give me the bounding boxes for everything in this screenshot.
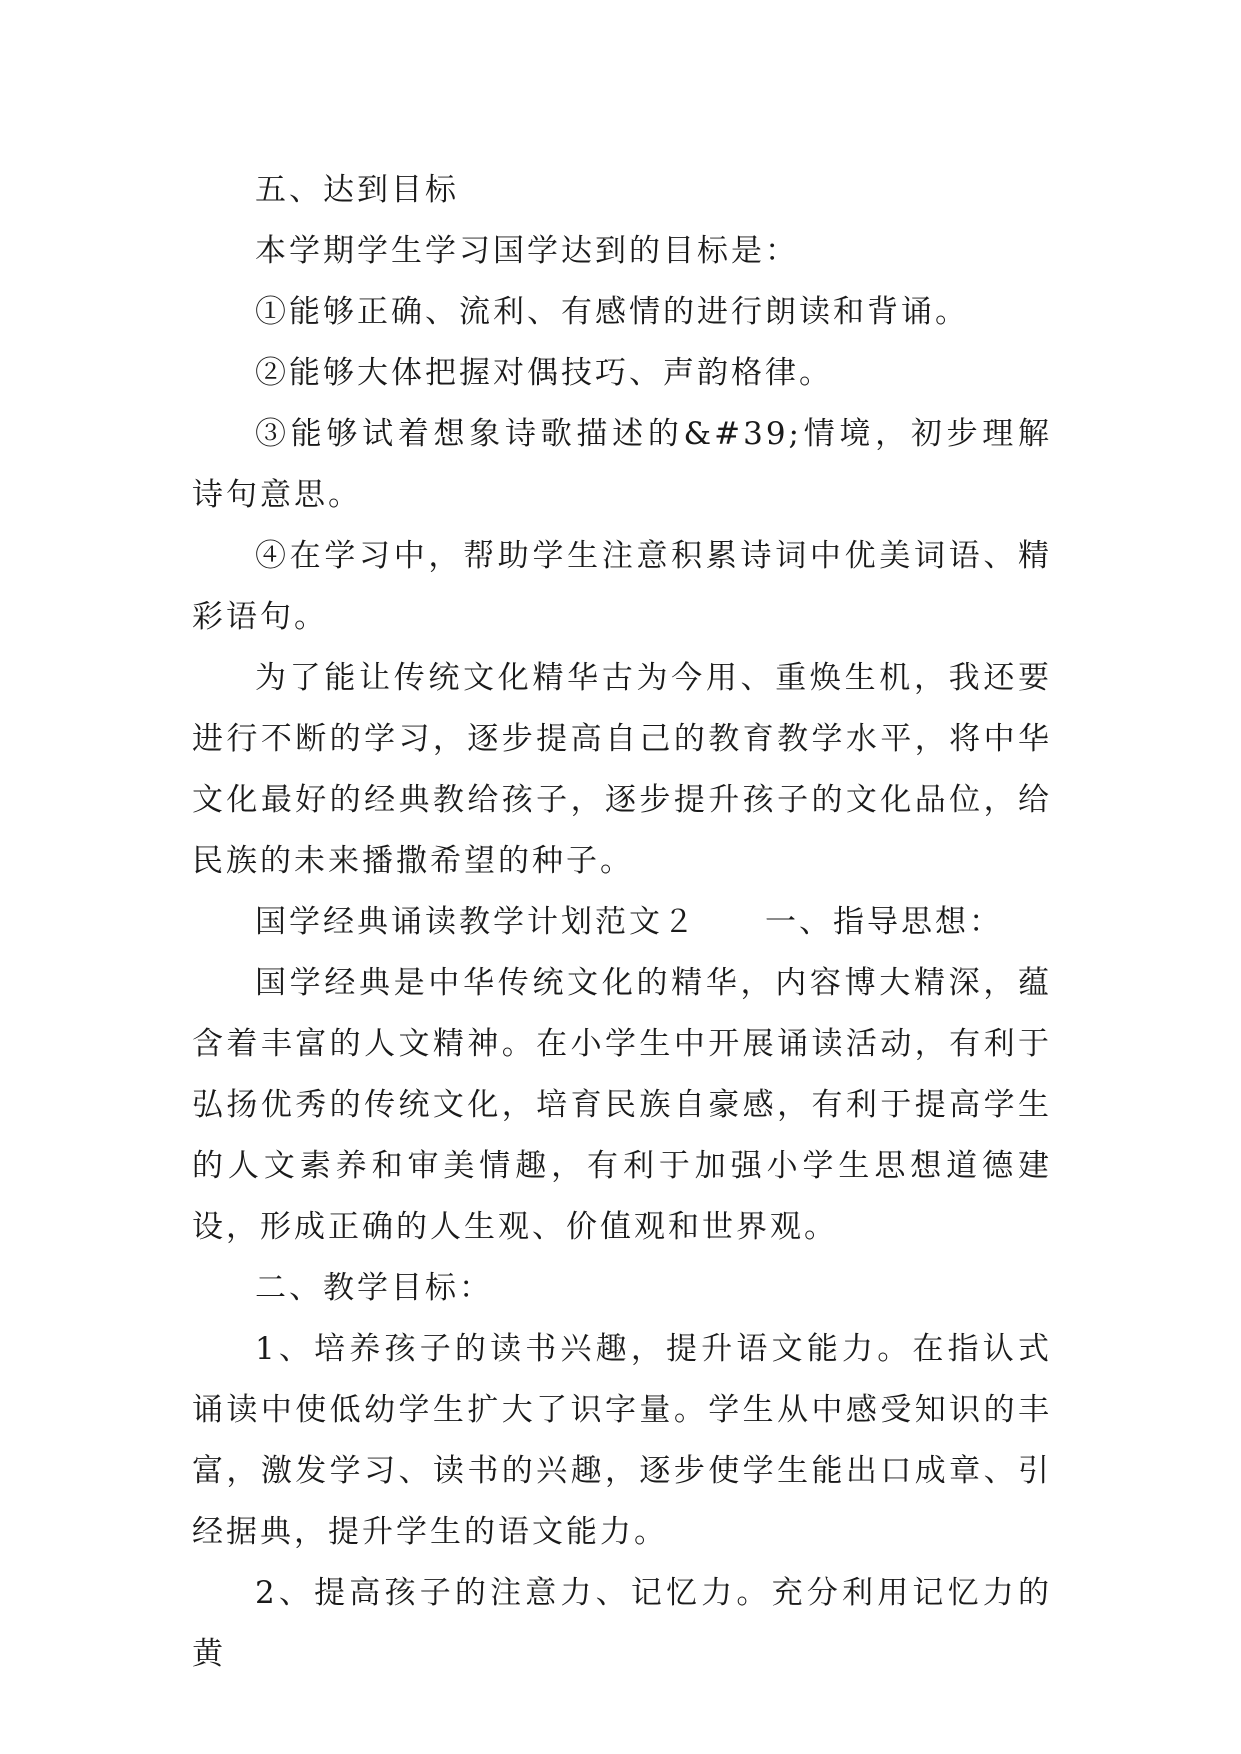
paragraph-conclusion: 为了能让传统文化精华古为今用、重焕生机，我还要进行不断的学习，逐步提高自己的教育教学水平，将中华文化最好的经典教给孩子，逐步提升孩子的文化品位，给民族的未来播撒希望的种子。 — [192, 660, 1052, 879]
list-item-goal-3: ③能够试着想象诗歌描述的&#39;情境，初步理解诗句意思。 — [192, 416, 1052, 513]
paragraph-guiding-thought: 国学经典是中华传统文化的精华，内容博大精深，蕴含着丰富的人文精神。在小学生中开展诵读活动，有利于弘扬优秀的传统文化，培育民族自豪感，有利于提高学生的人文素养和审美情趣，有利于加强小学生思想道德建设，形成正确的人生观、价值观和世界观。 — [192, 965, 1052, 1245]
list-item-goal-4: ④在学习中，帮助学生注意积累诗词中优美词语、精彩语句。 — [192, 538, 1052, 635]
paragraph-teaching-goal-1: 1、培养孩子的读书兴趣，提升语文能力。在指认式诵读中使低幼学生扩大了识字量。学生从中感受知识的丰富，激发学习、读书的兴趣，逐步使学生能出口成章、引经据典，提升学生的语文能力。 — [192, 1331, 1052, 1550]
section-heading-sample-2: 国学经典诵读教学计划范文２ 一、指导思想： — [255, 904, 1003, 940]
document-body — [192, 160, 1052, 1685]
paragraph-teaching-goal-2: 2、提高孩子的注意力、记忆力。充分利用记忆力的黄 — [192, 1575, 1052, 1672]
section-heading-teaching-goals: 二、教学目标： — [255, 1270, 493, 1306]
list-item-goal-2: ②能够大体把握对偶技巧、声韵格律。 — [255, 355, 833, 391]
list-item-goal-1: ①能够正确、流利、有感情的进行朗读和背诵。 — [255, 294, 969, 330]
section-heading-goals: 五、达到目标 — [255, 172, 459, 208]
paragraph-goals-intro: 本学期学生学习国学达到的目标是： — [255, 233, 799, 269]
